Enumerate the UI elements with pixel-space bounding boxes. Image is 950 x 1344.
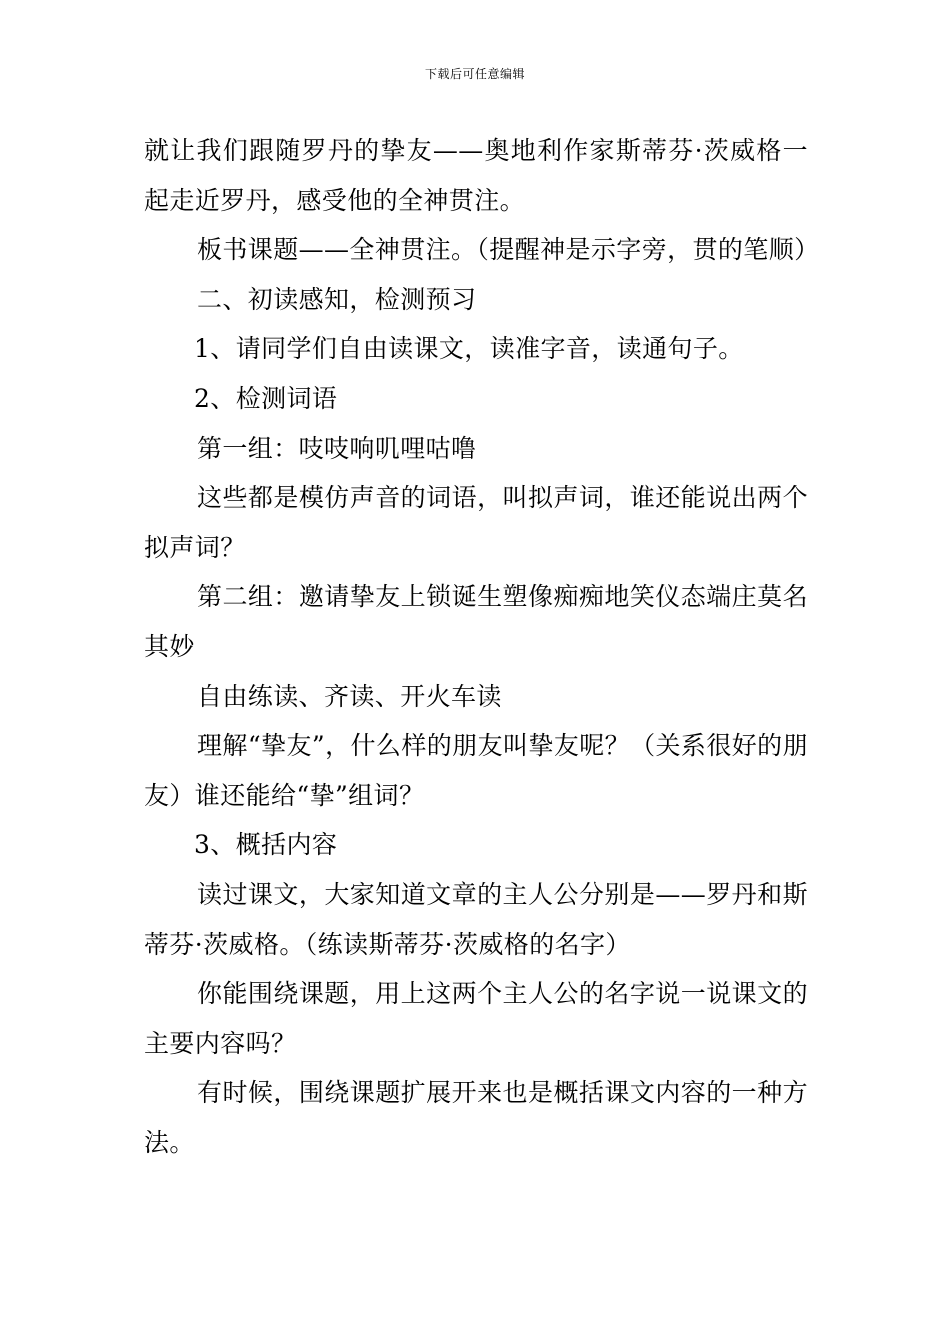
paragraph-reading-practice: 自由练读、齐读、开火车读 — [197, 681, 502, 711]
word-group-1: 第一组：吱吱响叽哩咕噜 — [197, 433, 477, 463]
paragraph-summary-method: 有时候，围绕课题扩展开来也是概括课文内容的一种方法。 — [144, 1078, 808, 1157]
section-heading-first-reading: 二、初读感知，检测预习 — [197, 284, 477, 314]
step-1-free-reading: 1、请同学们自由读课文，读准字音，读通句子。 — [194, 334, 744, 364]
paragraph-intro-follow-rodin: 就让我们跟随罗丹的挚友——奥地利作家斯蒂芬·茨威格一起走近罗丹，感受他的全神贯注。 — [144, 136, 808, 215]
paragraph-main-characters: 读过课文，大家知道文章的主人公分别是——罗丹和斯蒂芬·茨威格。（练读斯蒂芬·茨威格的名字） — [144, 879, 808, 959]
step-3-summarize: 3、概括内容 — [194, 830, 338, 860]
page-header-note: 下载后可任意编辑 — [424, 67, 525, 81]
word-group-2: 第二组：邀请挚友上锁诞生塑像痴痴地笑仪态端庄莫名其妙 — [144, 582, 808, 661]
paragraph-onomatopoeia: 这些都是模仿声音的词语，叫拟声词，谁还能说出两个拟声词？ — [144, 483, 808, 562]
paragraph-main-content-question: 你能围绕课题，用上这两个主人公的名字说一说课文的主要内容吗？ — [144, 979, 808, 1058]
paragraph-understand-zhiyou: 理解“挚友”，什么样的朋友叫挚友呢？（关系很好的朋友）谁还能给“挚”组词？ — [144, 731, 808, 810]
document-body — [144, 126, 820, 1167]
paragraph-board-title: 板书课题——全神贯注。（提醒神是示字旁，贯的笔顺） — [197, 235, 820, 265]
step-2-check-words: 2、检测词语 — [194, 383, 338, 413]
